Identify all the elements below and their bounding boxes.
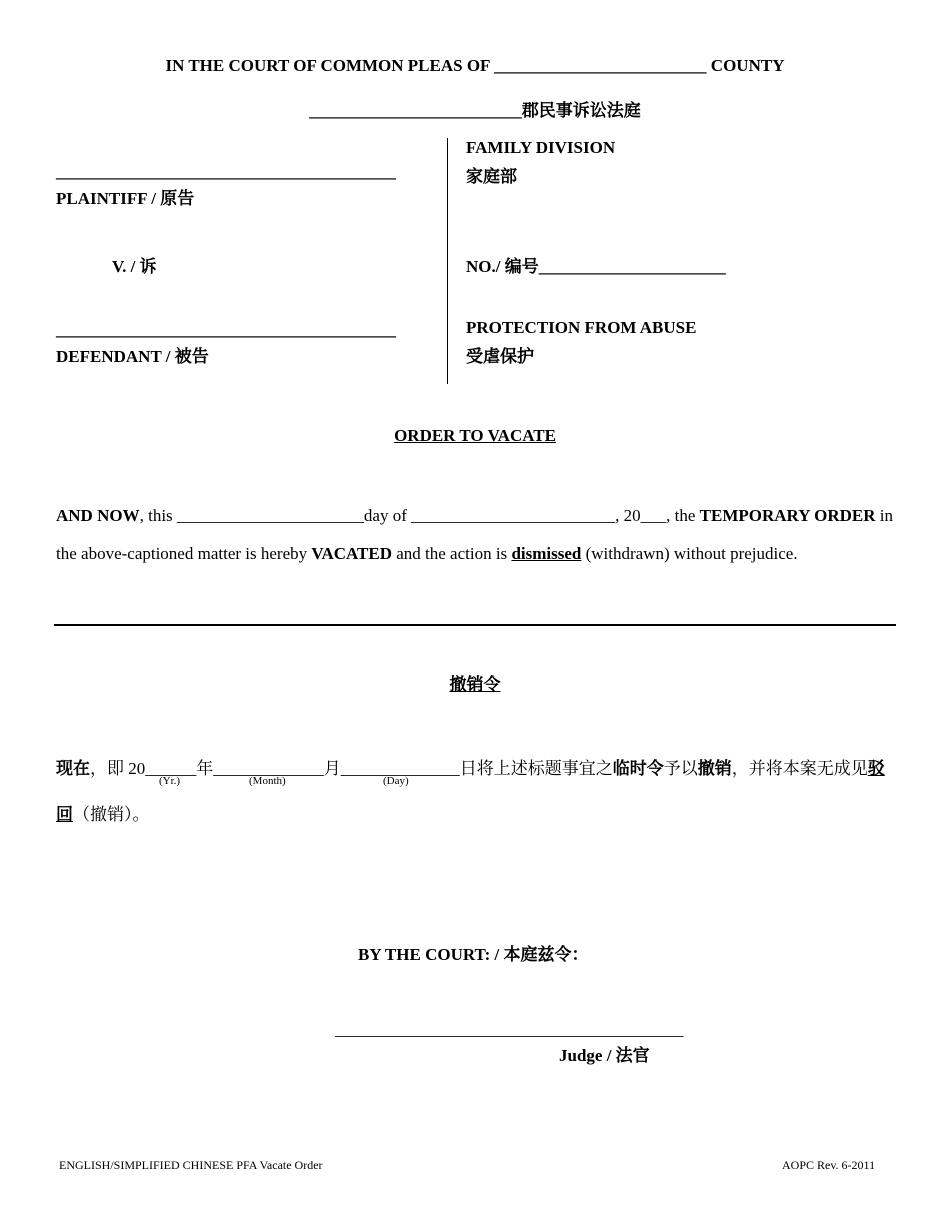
order-paragraph-en-line1: [56, 506, 893, 526]
order-text-cn-4: （撤销）。: [73, 805, 150, 824]
order-text-cn-2: 予以: [663, 759, 698, 778]
court-heading-cn: _________________________郡民事诉讼法庭: [309, 101, 641, 120]
footer-revision: AOPC Rev. 6-2011: [782, 1158, 876, 1172]
judge-label: Judge / 法官: [559, 1046, 650, 1065]
section-divider: [54, 624, 896, 626]
order-date-blanks: , this ______________________day of ________________________, 20___, the: [139, 506, 700, 525]
date-blanks-cn: ，即 20______年_____________月______________日将上述标题事宜之: [90, 759, 613, 778]
court-heading: IN THE COURT OF COMMON PLEAS OF _________________________ COUNTY: [165, 56, 785, 75]
defendant-signature-line: ________________________________________: [56, 320, 396, 339]
year-label: (Yr.): [159, 775, 181, 787]
defendant-label: DEFENDANT / 被告: [56, 347, 209, 366]
versus-label: V. / 诉: [112, 257, 157, 276]
order-paragraph-cn-line1: [56, 754, 885, 779]
case-type-en: PROTECTION FROM ABUSE: [466, 318, 697, 337]
footer-form-name: ENGLISH/SIMPLIFIED CHINESE PFA Vacate Order: [59, 1158, 323, 1172]
temporary-order-text: TEMPORARY ORDER: [699, 506, 876, 525]
vacated-text: VACATED: [311, 544, 392, 563]
reject-text-cn-1: 驳: [867, 759, 885, 778]
order-title-cn: 撤销令: [449, 675, 501, 694]
order-text-cn-3: ，并将本案无成见: [731, 759, 868, 778]
division-cn: 家庭部: [466, 167, 517, 186]
month-label: (Month): [249, 775, 286, 787]
now-text-cn: 现在: [56, 759, 90, 778]
order-paragraph-en-line2: [56, 544, 798, 564]
order-text-prejudice: (withdrawn) without prejudice.: [581, 544, 798, 563]
reject-text-cn-2: 回: [56, 805, 73, 824]
case-number-field: NO./ 编号______________________: [466, 257, 726, 276]
case-type-cn: 受虐保护: [466, 347, 534, 366]
and-now-text: AND NOW: [56, 506, 140, 525]
temporary-order-text-cn: 临时令: [612, 759, 664, 778]
day-label: (Day): [383, 775, 409, 787]
division-en: FAMILY DIVISION: [466, 138, 616, 157]
order-text-in: in: [875, 506, 893, 525]
order-title-en: ORDER TO VACATE: [394, 426, 556, 445]
plaintiff-label: PLAINTIFF / 原告: [56, 189, 195, 208]
caption-divider: [447, 138, 448, 384]
by-the-court: BY THE COURT: / 本庭兹令：: [358, 945, 589, 964]
order-text-action: and the action is: [391, 544, 512, 563]
order-text-matter: the above-captioned matter is hereby: [56, 544, 312, 563]
dismissed-text: dismissed: [511, 544, 582, 563]
order-paragraph-cn-line2: [56, 800, 150, 825]
vacate-text-cn: 撤销: [697, 759, 732, 778]
plaintiff-signature-line: ________________________________________: [56, 162, 396, 181]
judge-signature-line: _________________________________________: [335, 1020, 684, 1039]
